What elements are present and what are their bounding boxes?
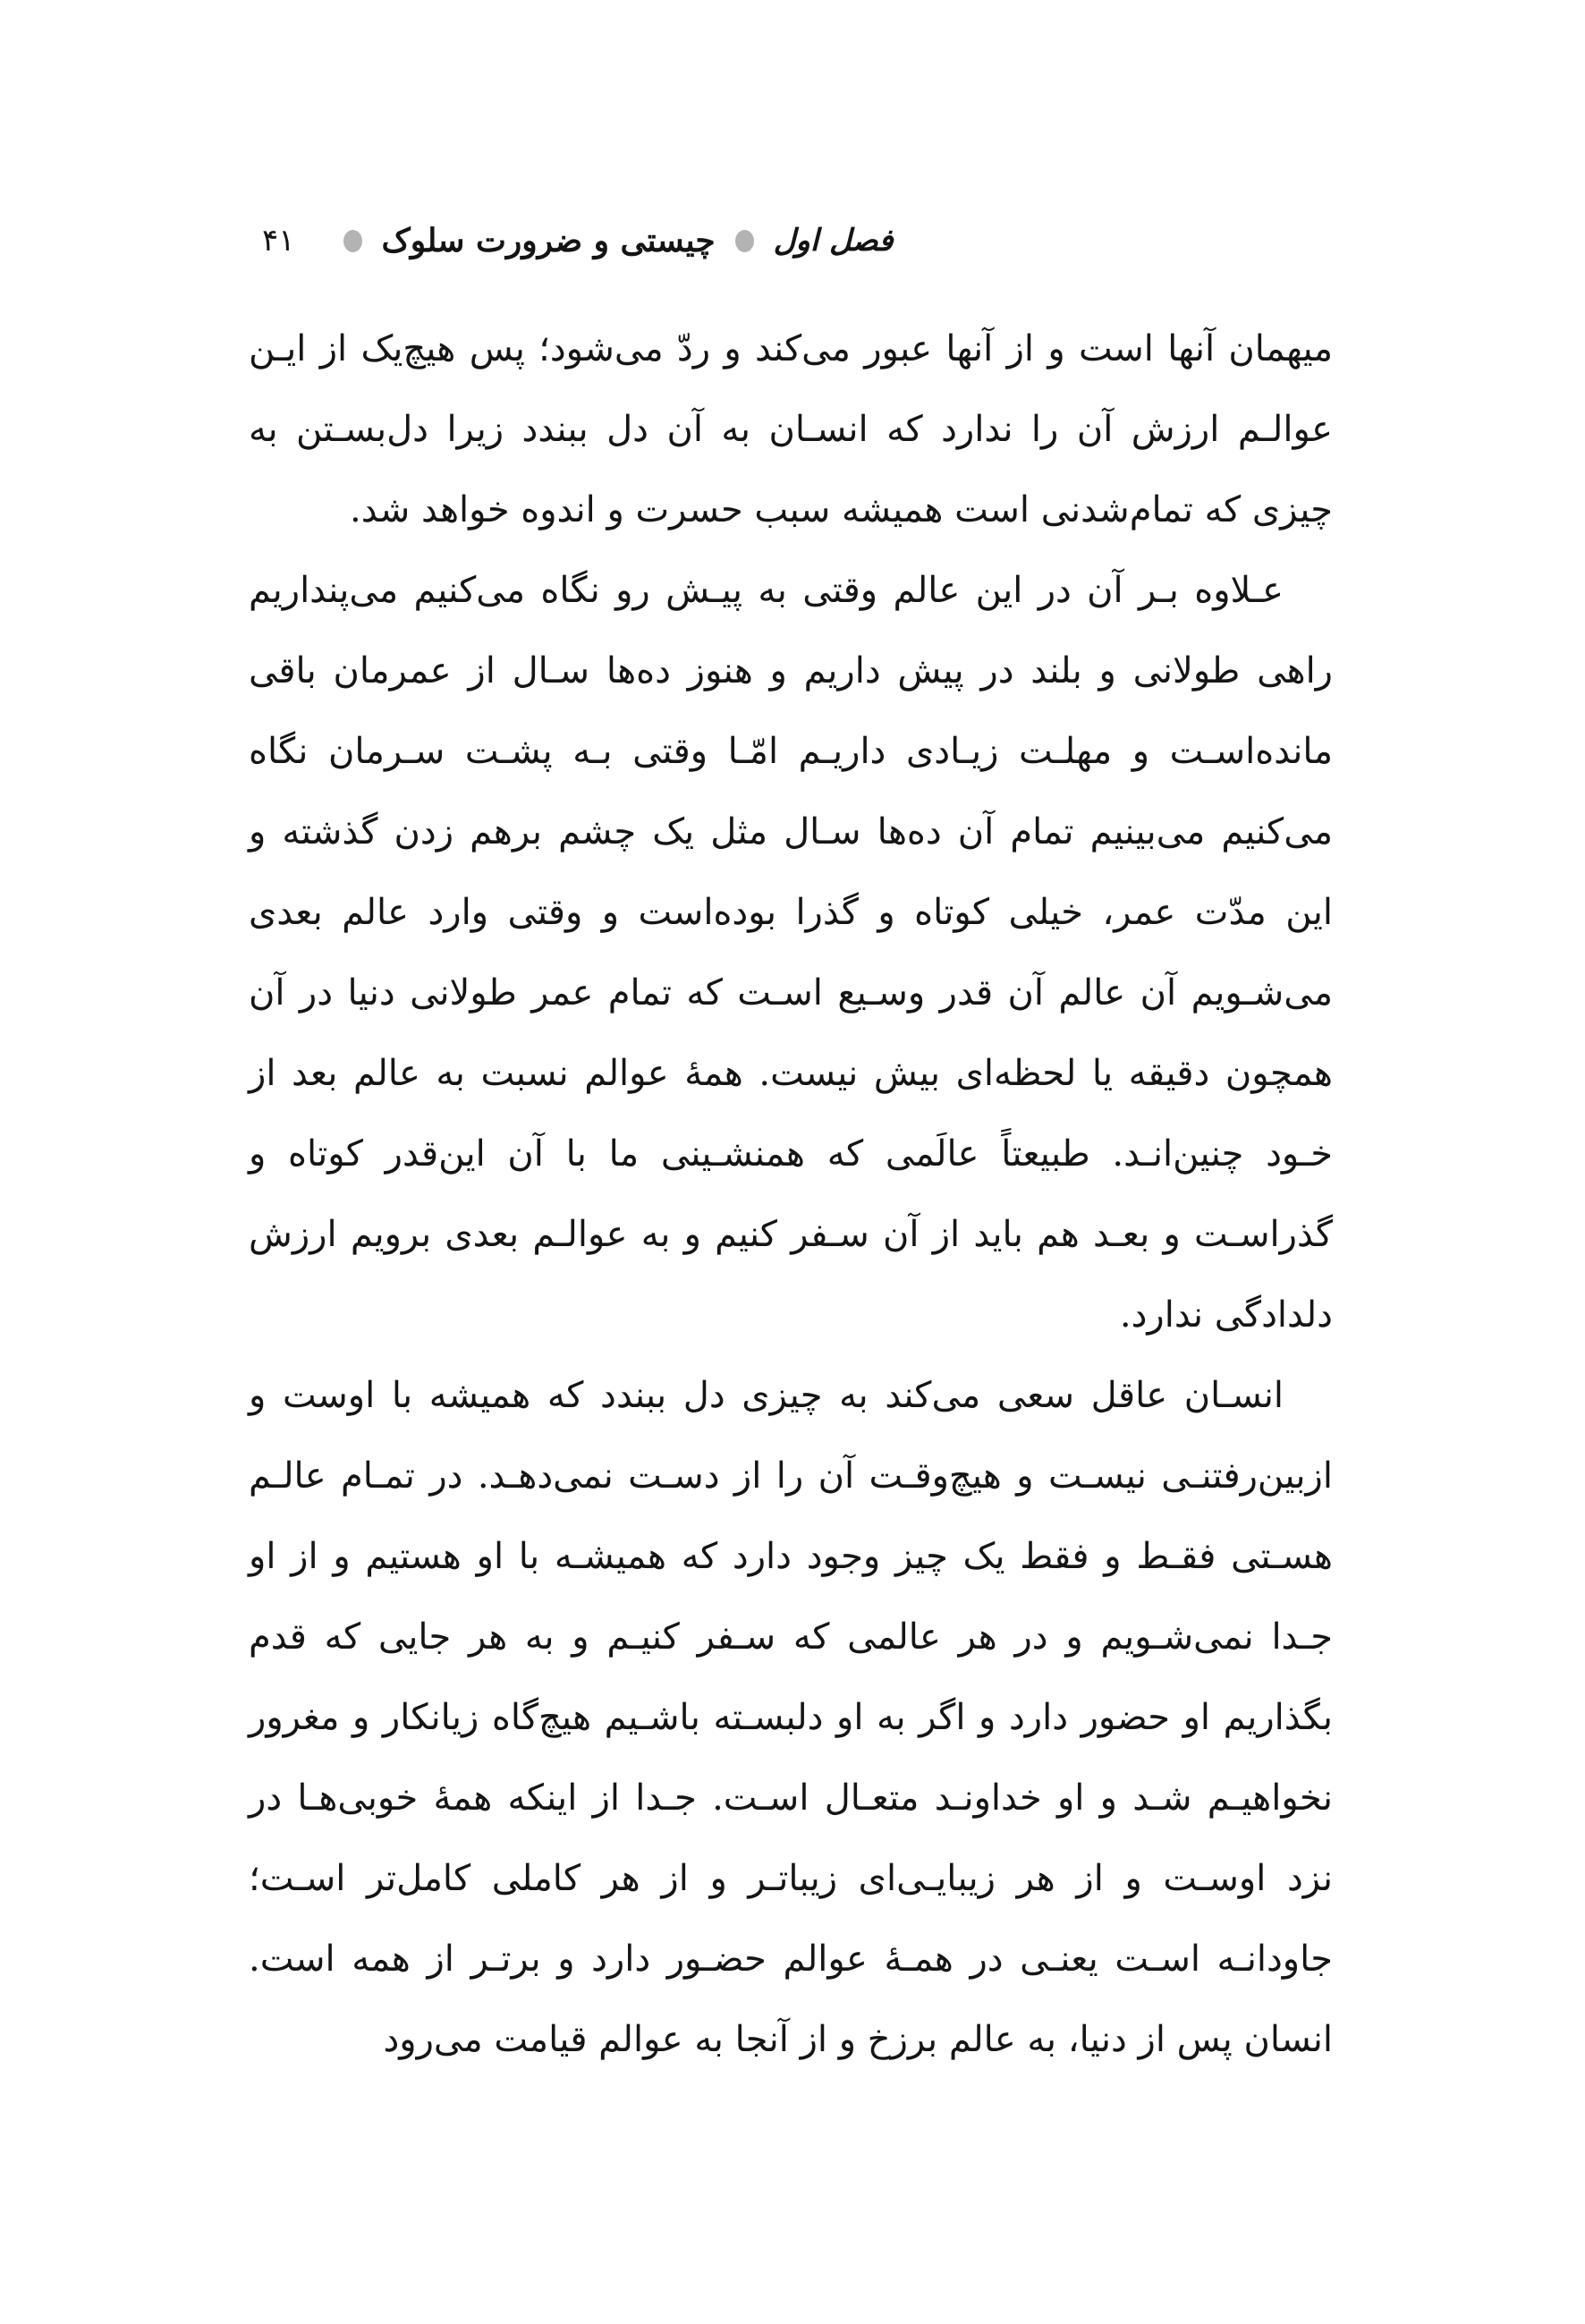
- paragraph: عـلاوه بـر آن در این عالم وقتی به پیـش رو نگاه می‌کنیم می‌پنداریم راهی طولانی و بلند در پیش داریم و هنوز ده‌ها سـال از عمرمان باقی مانده‌اسـت و مهلـت زیـادی داریـم امّـا وقتی بـه پشـت سـرمان نگاه می‌کنیم می‌بینیم تمام آن ده‌ها سـال مثل یک چشم برهم زدن گذشته و این مدّت عمر، خیلی کوتاه و گذرا بوده‌است و وقتی وارد عالم بعدی می‌شـویم آن عالم آن قدر وسـیع اسـت که تمام عمر طولانی دنیا در آن همچون دقیقه یا لحظه‌ای بیش نیست. همهٔ عوالم نسبت به عالم بعد از خـود چنین‌انـد. طبیعتاً عالَمی که همنشـینی ما با آن این‌قدر کوتاه و گذراسـت و بعـد هم باید از آن سـفر کنیم و به عوالـم بعدی برویم ارزش دلدادگی ندارد.: [249, 570, 1334, 1336]
- page-number: ۴۱: [262, 223, 295, 259]
- paragraph: انسـان عاقل سعی می‌کند به چیزی دل ببندد که همیشه با اوست و ازبین‌رفتنـی نیسـت و هیچ‌وقـت آن را از دسـت نمی‌دهـد. در تمـام عالـم هسـتی فقـط و فقط یک چیز وجود دارد که همیشـه با او هستیم و از او جـدا نمی‌شـویم و در هر عالمی که سـفر کنیـم و به هر جایی که قدم بگذاریم او حضور دارد و اگر به او دلبسـته باشـیم هیچ‌گاه زیانکار و مغرور نخواهیـم شـد و او خداونـد متعـال اسـت. جـدا از اینکه همهٔ خوبی‌هـا در نزد اوسـت و از هر زیبایـی‌ای زیباتـر و از هر کاملی کامل‌تر اسـت؛ جاودانـه اسـت یعنـی در همـهٔ عوالم حضـور دارد و برتـر از همه است. انسان پس از دنیا، به عالم برزخ و از آنجا به عوالم قیامت می‌رود: [249, 1375, 1333, 2060]
- separator-dot-icon: [735, 230, 754, 252]
- paragraph: میهمان آنها است و از آنها عبور می‌کند و ردّ می‌شود؛ پس هیچ‌یک از ایـن عوالـم ارزش آن را ندارد که انسـان به آن دل ببندد زیرا دل‌بسـتن به چیزی که تمام‌شدنی است همیشه سبب حسرت و اندوه خواهد شد.: [249, 328, 1333, 530]
- body-text: [249, 309, 1333, 2080]
- running-title: چیستی و ضرورت سلوک: [381, 222, 716, 259]
- chapter-label: فصل اول: [773, 223, 894, 259]
- separator-dot-icon: [343, 230, 362, 252]
- page-header: [262, 222, 894, 259]
